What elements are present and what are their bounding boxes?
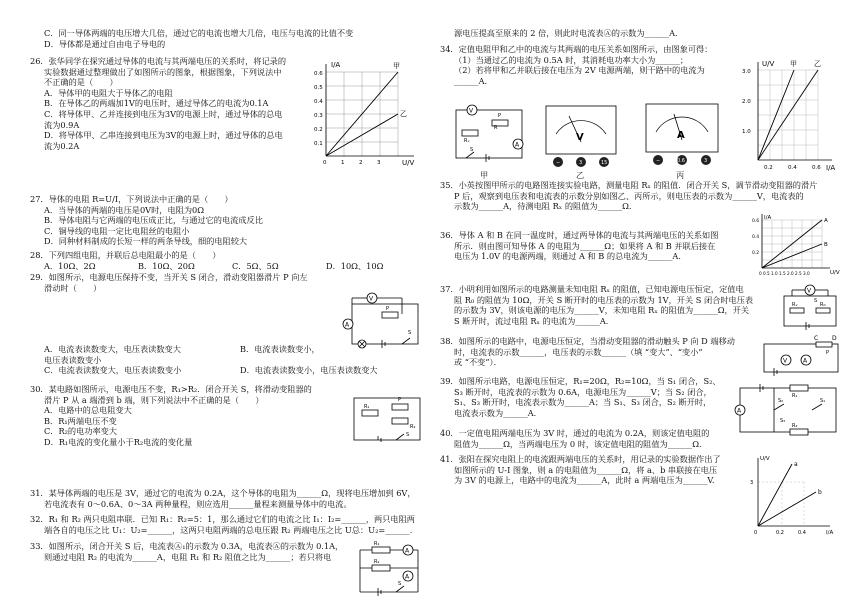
q37-line: S 断开时，流过电阻 Rₓ 的电流为______A． <box>454 315 614 326</box>
q26-xtick: 2 <box>359 160 363 166</box>
q41-xtick: 0.2 <box>776 530 784 536</box>
q28 <box>30 250 426 271</box>
q35-voltmeter-dial <box>546 106 616 167</box>
q33-line: 源电压提高至原来的 2 倍，则此时电流表Ⓐ的示数为______A． <box>454 28 684 38</box>
q38 <box>440 336 735 368</box>
svg-text:15: 15 <box>601 160 608 166</box>
q40 <box>440 428 709 449</box>
q36-label-a: A <box>824 218 828 224</box>
q39-line: 39．如图所示电路，电源电压恒定，R₁=20Ω，R₂=10Ω，当 S₁ 闭合，S₂、 <box>440 376 721 386</box>
q26 <box>30 56 286 151</box>
q41-ylabel: U/V <box>760 456 770 462</box>
svg-text:−: − <box>656 158 661 164</box>
q41-line: 为 3V 的电源上，电路中的电流为______A，此时 a 两端电压为______V. <box>454 475 715 486</box>
ammeter-icon: A <box>345 321 350 329</box>
ammeter-icon: A <box>803 357 808 365</box>
terminal-c: C <box>814 335 819 342</box>
q39-line: 电流表示数为______A． <box>454 407 542 418</box>
r2-label: R₂ <box>792 423 798 429</box>
q25-option-d: D．导体都是通过自由电子导电的 <box>44 38 166 49</box>
q37-line: 阻 R₀ 的阻值为 10Ω，开关 S 断开时的电压表的示数为 1V，开关 S 闭合时电压表 <box>454 294 754 305</box>
switch-label: S <box>408 330 412 336</box>
volt-symbol: V <box>576 132 584 143</box>
voltmeter-icon: V <box>369 295 374 303</box>
q34-xtick: 0.4 <box>788 165 797 171</box>
q28-option-a: A．10Ω、2Ω <box>44 260 96 271</box>
switch-label: S <box>398 581 402 587</box>
q29-option-d: D．电流表读数变小，电压表读数变大 <box>240 365 378 376</box>
q30-option-d: D．R₁电流的变化量小于R₂电流的变化量 <box>44 436 193 447</box>
q36-ytick: 0.6 <box>752 219 760 224</box>
switch-label: S <box>814 298 818 304</box>
svg-text:0.6: 0.6 <box>677 158 685 164</box>
q31-line: 31．某导体两端的电压是 3V，通过它的电流为 0.2A，这个导体的电阻为______Ω，现将电压增加到 6V， <box>30 488 416 498</box>
q34-ytick: 3.0 <box>742 69 751 75</box>
caption-yi: 乙 <box>576 170 585 180</box>
ammeter-icon: A <box>515 141 520 149</box>
q34-part1: （1）当通过乙的电流为 0.5A 时，其消耗电功率大小为______； <box>454 54 689 65</box>
q26-ytick: 0.1 <box>314 141 323 147</box>
q32-line: 32．R₁ 和 R₂ 两只电阻串联．已知 R₁：R₂=5：1，那么通过它们的电流之比 I₁：I₂=______，两只电阻两 <box>30 514 415 524</box>
q41-xlabel: I/A <box>826 530 834 536</box>
q37 <box>440 284 753 326</box>
q26-xlabel: U/V <box>402 159 415 167</box>
q36 <box>440 230 718 262</box>
q30-circuit <box>348 392 426 446</box>
q41-xtick: 0 <box>754 530 758 536</box>
q39 <box>440 376 721 418</box>
r2-label: R₂ <box>374 559 380 565</box>
q33-line: 33．如图所示，闭合开关 S 后，电流表Ⓐ₁的示数为 0.3A，电流表Ⓐ的示数为 0.1A， <box>30 541 344 551</box>
q26-ytick: 0.2 <box>314 127 323 133</box>
q26-ylabel: I/A <box>331 61 341 69</box>
slider-label: P <box>398 397 402 403</box>
q41-label-b: b <box>818 489 822 496</box>
q35-figures <box>446 96 736 176</box>
voltmeter-icon: V <box>783 357 788 365</box>
q26-label-yi: 乙 <box>400 110 407 118</box>
q27 <box>30 194 263 247</box>
q30 <box>30 384 312 448</box>
q38-line: 或 “不变”）． <box>454 357 502 368</box>
q28-stem: 28．下列四组电阻，并联后总电阻最小的是（ ） <box>30 250 221 260</box>
q40-line: 阻值为______Ω，当两端电压为 0 时，该定值电阻的阻值为______Ω． <box>454 438 708 449</box>
q34-xtick: 0.2 <box>764 165 773 171</box>
q28-option-b: B．10Ω、20Ω <box>138 260 195 271</box>
q41-line: 如图所示的 U-I 图象，则 a 的电阻值为______Ω，将 a、b 串联接在电压 <box>454 464 718 475</box>
q34-part2-cont: ______A． <box>454 75 493 86</box>
switch-label: S <box>470 147 474 153</box>
q36-line: 36．导体 A 和 B 在同一温度时，通过两导体的电流与其两端电压的关系如图 <box>440 230 719 240</box>
slider-label: P <box>826 350 830 356</box>
q29 <box>30 272 308 293</box>
r1-label: R₁ <box>792 393 798 399</box>
q26-option-c-cont: 流为0.9A <box>44 119 80 130</box>
q39-line: S₃ 断开时，电流表的示数为 0.6A，电源电压为______V；当 S₂ 闭合， <box>454 386 712 397</box>
terminal-d: D <box>832 335 837 342</box>
q35 <box>440 180 817 212</box>
q34-part2: （2）若将甲和乙并联后接在电压为 2V 电源两端，则干路中的电流为 <box>454 65 705 76</box>
q41-line-b <box>758 492 816 526</box>
q29-option-c: C．电流表读数变大，电压表读数变小 <box>44 365 182 376</box>
q41-xtick: 0.4 <box>798 530 806 536</box>
q39-line: S₁、S₃ 断开时，电流表示数为______A；当 S₁、S₃ 闭合，S₂ 断开时， <box>454 397 712 408</box>
q29-stem: 29．如图所示，电源电压保持不变，当开关 S 闭合，滑动变阻器滑片 P 向左 <box>30 272 308 282</box>
q26-option-c: C．将导体甲、乙并连接到电压为3V的电源上时，通过导体的总电 <box>44 108 283 119</box>
q26-xtick: 0 <box>323 160 327 166</box>
q34-xtick: 0.6 <box>812 165 821 171</box>
s1-label: S₁ <box>820 398 826 404</box>
svg-text:3: 3 <box>704 158 708 164</box>
q25-options <box>44 28 353 49</box>
q30-option-c: C．R₂的电功率变大 <box>44 426 118 437</box>
s3-label: S₃ <box>780 418 786 424</box>
ammeter-1-icon: A <box>405 547 410 555</box>
q34-stem: 34．定值电阻甲和乙中的电流与其两端的电压关系如图所示，由图象可得： <box>440 44 713 54</box>
q29-option-b-cont: 电压表读数变小 <box>44 354 102 365</box>
q34-label-yi: 乙 <box>814 60 821 68</box>
slider-label: P <box>386 306 390 312</box>
q34-graph <box>740 56 842 176</box>
switch-label: S <box>406 432 410 438</box>
q36-line: 电压为 1.0V 的电源两端，则通过 A 和 B 的总电流为______A． <box>454 251 687 262</box>
q33-circuit <box>352 540 426 602</box>
voltmeter-icon: V <box>807 287 812 295</box>
r1-label: R₁ <box>364 404 370 410</box>
q30-stem-cont: 滑片 P 从 a 端滑到 b 端，则下列说法中不正确的是（ ） <box>44 394 264 405</box>
q36-line: 所示．则由图可知导体 A 的电阻为______Ω；如果将 A 和 B 并联后接在 <box>454 240 716 251</box>
q37-line: 37．小明利用如图所示的电路测量未知电阻 Rₓ 的阻值，已知电源电压恒定，定值电 <box>440 284 744 294</box>
q36-xticks: 0 0.5 1.0 1.5 2.0 2.5 3.0 <box>759 271 810 276</box>
q26-xtick: 1 <box>341 160 345 166</box>
q38-line: 38．如图所示的电路中，电源电压恒定，当滑动变阻器的滑动触头 P 向 D 端移动 <box>440 336 735 346</box>
q26-line: 实验数据通过整理做出了如图所示的图象，根据图象，下列说法中 <box>44 66 282 77</box>
q26-option-a: A．导体甲的电阻大于导体乙的电阻 <box>44 87 173 98</box>
q25-option-c: C．同一导体两端的电压增大几倍，通过它的电流也增大几倍，电压与电流的比值不变 <box>44 28 354 38</box>
q41 <box>440 454 721 486</box>
rx-label: Rₓ <box>792 302 798 308</box>
voltmeter-icon: V <box>469 107 474 115</box>
q26-ytick: 0.5 <box>314 85 323 91</box>
caption-jia: 甲 <box>480 170 489 180</box>
q27-option-d: D．同种材料制成的长短一样的两条导线，细的电阻较大 <box>44 236 248 247</box>
ammeter-icon: A <box>405 573 410 581</box>
q39-circuit <box>734 380 842 438</box>
q28-option-c: C．5Ω、5Ω <box>232 260 279 271</box>
q26-option-b: B．在导体乙的两端加1V的电压时，通过导体乙的电流为0.1A <box>44 98 269 109</box>
q31 <box>30 488 416 509</box>
q27-option-b: B．导体电阻与它两端的电压成正比，与通过它的电流成反比 <box>44 215 263 226</box>
q37-line: 的示数为 3V，则该电源的电压为______V，未知电阻 Rₓ 的阻值为______Ω，开关 <box>454 305 750 316</box>
q26-ytick: 0.4 <box>314 99 323 105</box>
q36-ytick: 0.2 <box>752 251 760 256</box>
q36-ylabel: I/A <box>764 215 772 221</box>
q29-options <box>44 344 378 376</box>
q33 <box>30 541 343 562</box>
q33-continued <box>454 28 683 39</box>
q41-graph <box>746 452 842 540</box>
q34-xlabel: I/A <box>826 164 836 172</box>
q32 <box>30 514 415 535</box>
q26-line: 不正确的是（ ） <box>44 77 118 88</box>
q26-ytick: 0.6 <box>314 71 323 77</box>
q35-line: P 后，观察到电压表和电流表的示数分别如图乙、丙所示，则电压表的示数为______V，电流表的 <box>454 190 804 201</box>
q27-option-a: A．当导体的两端的电压是0V时，电阻为0Ω <box>44 204 205 215</box>
s2-label: S₂ <box>778 398 784 404</box>
q29-option-a: A．电流表读数变大，电压表读数变大 <box>44 344 181 354</box>
q26-option-d-cont: 流为0.2A <box>44 140 80 151</box>
r1-label: R₁ <box>374 541 380 547</box>
q34-ylabel: U/V <box>762 60 775 68</box>
q30-stem: 30．某电路如图所示，电源电压不变，R₁>R₂．闭合开关 S，将滑动变阻器的 <box>30 384 312 394</box>
q40-line: 40．一定值电阻两端电压为 3V 时，通过的电流为 0.2A，则该定值电阻的 <box>440 428 710 438</box>
q29-option-b: B．电流表读数变小， <box>240 344 320 354</box>
q26-xtick: 3 <box>377 160 381 166</box>
q26-graph <box>314 58 426 170</box>
q35-line: 35．小英按图甲所示的电路图连接实验电路，测量电阻 Rₓ 的阻值．闭合开关 S，调节滑动变阻器的滑片 <box>440 180 818 190</box>
r2-label: R₂ <box>410 424 416 430</box>
amp-symbol: A <box>677 130 685 141</box>
q36-xlabel: U/V <box>830 270 840 276</box>
q34 <box>440 44 712 86</box>
q41-line: 41．张阳在探究电阻上的电流跟两端电压的关系时，用记录的实验数据作出了 <box>440 454 721 464</box>
svg-text:3: 3 <box>579 160 583 166</box>
r-label: R <box>494 125 498 131</box>
q36-ytick: 0.4 <box>752 235 760 240</box>
q30-option-b: B．R₁两端电压不变 <box>44 415 117 426</box>
q26-label-jia: 甲 <box>393 62 400 70</box>
q41-ytick: 3 <box>750 480 754 486</box>
q41-label-a: a <box>794 461 798 468</box>
svg-text:−: − <box>556 160 561 166</box>
q26-line: 26．张华同学在探究通过导体的电流与其两端电压的关系时，将记录的 <box>30 56 287 66</box>
q30-option-a: A．电路中的总电阻变大 <box>44 405 132 416</box>
q29-stem-cont: 滑动时（ ） <box>44 282 102 293</box>
q34-ytick: 1.0 <box>742 129 751 135</box>
q34-ytick: 2.0 <box>742 99 751 105</box>
q28-option-d: D．10Ω、10Ω <box>326 260 384 271</box>
q26-ytick: 0.3 <box>314 113 323 119</box>
q34-label-jia: 甲 <box>790 60 797 68</box>
slider-label: P <box>498 113 502 119</box>
q27-stem: 27．导体的电阻 R=U/I，下列说法中正确的是（ ） <box>30 194 233 204</box>
q38-circuit <box>760 334 842 378</box>
rx-label: Rₓ <box>464 138 470 144</box>
q26-option-d: D．将导体甲、乙串连接到电压为3V的电源上时，通过导体的总电 <box>44 130 283 141</box>
q37-circuit <box>778 284 842 334</box>
q41-line-a <box>758 464 792 526</box>
q31-line: 若电流表有 0～0.6A、0～3A 两种量程，则应选用______量程来测量导体中的电流。 <box>44 498 352 509</box>
q29-circuit <box>342 290 426 352</box>
ammeter-icon: A <box>737 407 742 415</box>
q32-line: 端各自的电压之比 U₁：U₂=______，这两只电阻两端的总电压跟 R₂ 两端电压之比 U总：U₂=______. <box>44 524 413 535</box>
q38-line: 时，电流表的示数______，电压表的示数______（填 “变大”、“变小” <box>454 346 703 357</box>
caption-bing: 丙 <box>676 170 685 180</box>
q33-line: 则通过电阻 R₂ 的电流为______A，电阻 R₁ 和 R₂ 阻值之比为______；若只将电 <box>44 551 332 562</box>
q36-graph <box>750 212 842 282</box>
r0-label: R₀ <box>820 302 826 308</box>
q35-line: 示数为______A，待测电阻 Rₓ 的阻值为______Ω. <box>454 201 632 212</box>
q27-option-c: C．铜导线的电阻一定比电阻丝的电阻小 <box>44 225 190 236</box>
q35-circuit-jia <box>456 105 523 162</box>
q35-ammeter-dial <box>646 104 718 165</box>
q36-label-b: B <box>824 242 828 248</box>
